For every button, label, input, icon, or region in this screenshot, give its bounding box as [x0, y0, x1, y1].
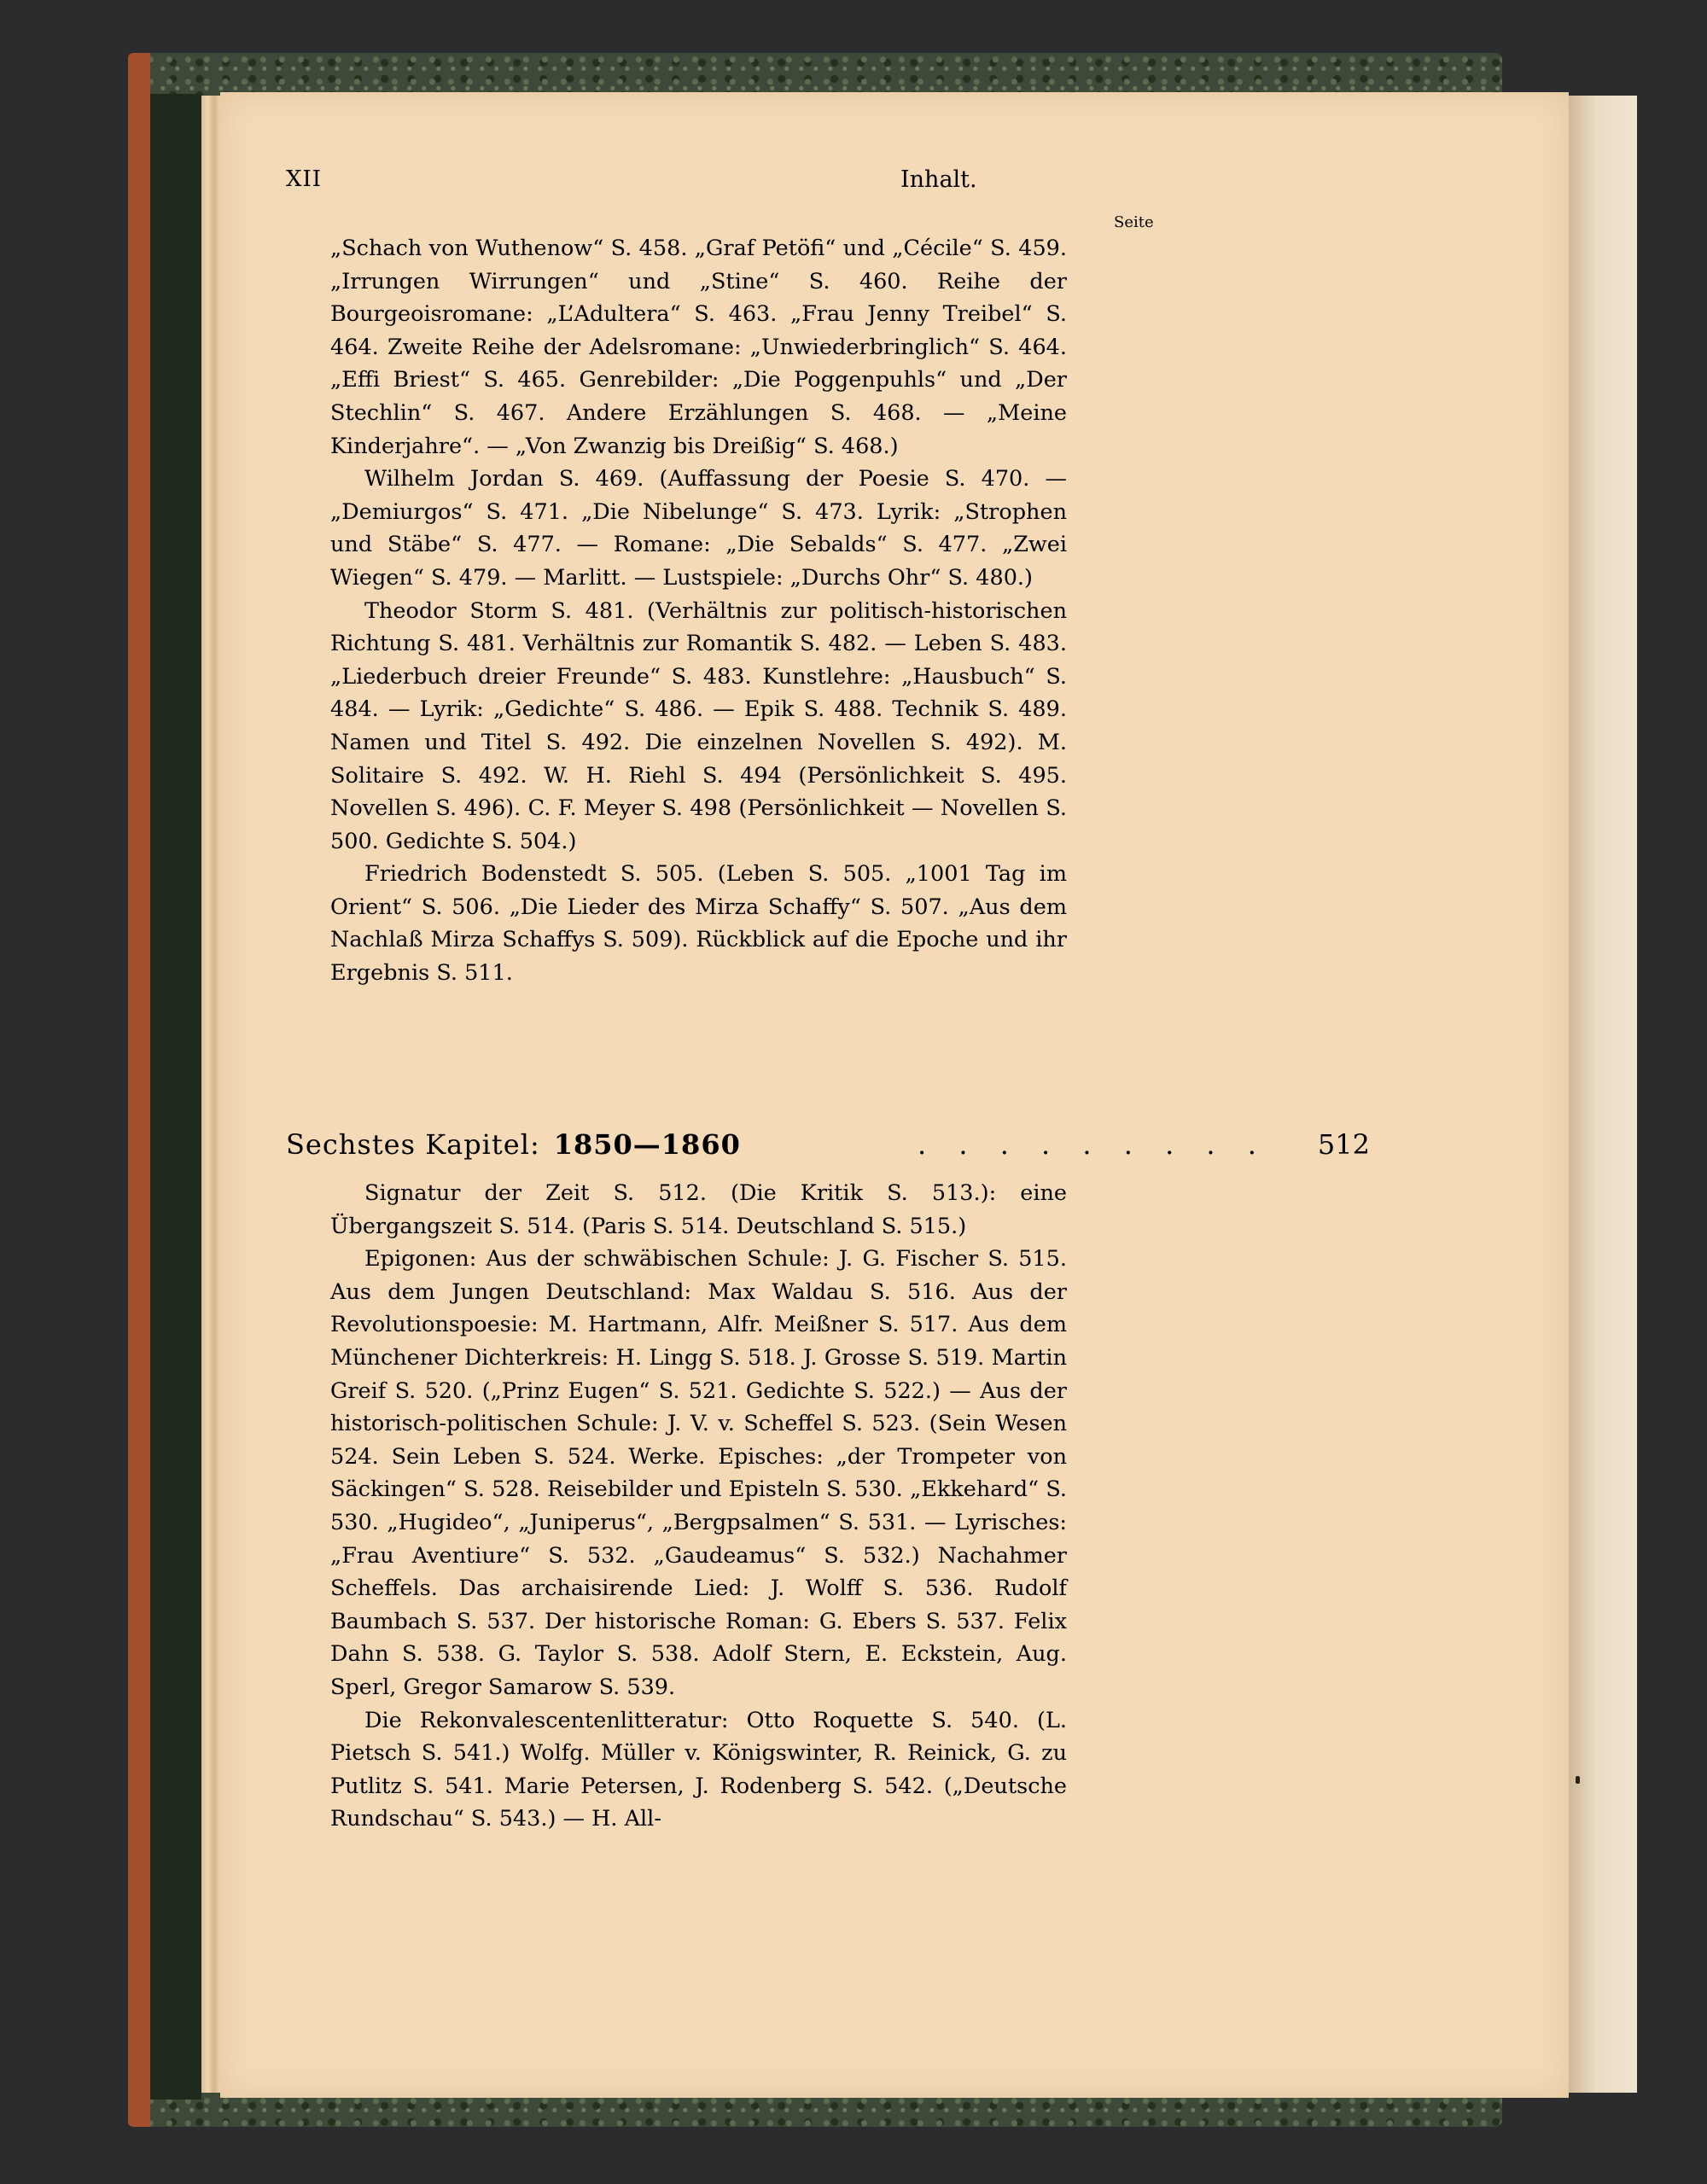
toc-paragraph: Theodor Storm S. 481. (Verhältnis zur politisch-historischen Richtung S. 481. Verhältnis zur Romantik S. 482. — Leben S. 483. „Liederbuch dreier Freunde“ S. 483. Kunstlehre: „Hausbuch“ S. 484. — Lyrik: „Gedichte“ S. 486. — Epik S. 488. Technik S. 489. Namen und Titel S. 492. Die einzelnen Novellen S. 492). M. Solitaire S. 492. W. H. Riehl S. 494 (Persönlichkeit S. 495. Novellen S. 496). C. F. Meyer S. 498 (Persönlichkeit — Novellen S. 500. Gedichte S. 504.)	[330, 597, 1067, 854]
toc-paragraph: Epigonen: Aus der schwäbischen Schule: J. G. Fischer S. 515. Aus dem Jungen Deutschland: Max Waldau S. 516. Aus der Revolutionspoesie: M. Hartmann, Alfr. Meißner S. 517. Aus dem Münchener Dichterkreis: H. Lingg S. 518. J. Grosse S. 519. Martin Greif S. 520. („Prinz Eugen“ S. 521. Gedichte S. 522.) — Aus der historisch-politischen Schule: J. V. v. Scheffel S. 523. (Sein Wesen 524. Sein Leben S. 524. Werke. Episches: „der Trompeter von Säckingen“ S. 528. Reisebilder und Episteln S. 530. „Ekkehard“ S. 530. „Hugideo“, „Juniperus“, „Bergpsalmen“ S. 531. — Lyrisches: „Frau Aventiure“ S. 532. „Gaudeamus“ S. 532.) Nachahmer Scheffels. Das archaisirende Lied: J. Wolff S. 536. Rudolf Baumbach S. 537. Der historische Roman: G. Ebers S. 537. Felix Dahn S. 538. G. Taylor S. 538. Adolf Stern, E. Eckstein, Aug. Sperl, Gregor Samarow S. 539.	[330, 1246, 1067, 1700]
toc-paragraph: Signatur der Zeit S. 512. (Die Kritik S. 513.): eine Übergangszeit S. 514. (Paris S. 514. Deutschland S. 515.)	[330, 1180, 1067, 1239]
page-number: XII	[286, 166, 323, 192]
facing-page-edge	[1569, 96, 1637, 2093]
chapter-title	[286, 1128, 741, 1161]
chapter-years: 1850—1860	[553, 1128, 741, 1161]
binding-strip	[150, 94, 201, 2100]
page-stack-left	[201, 96, 220, 2093]
running-title: Inhalt.	[900, 166, 977, 193]
cover-edge	[128, 53, 150, 2127]
toc-paragraph: „Schach von Wuthenow“ S. 458. „Graf Petöfi“ und „Cécile“ S. 459. „Irrungen Wirrungen“ und „Stine“ S. 460. Reihe der Bourgeoisromane: „L’Adultera“ S. 463. „Frau Jenny Treibel“ S. 464. Zweite Reihe der Adelsromane: „Unwiederbringlich“ S. 464. „Effi Briest“ S. 465. Genrebilder: „Die Poggenpuhls“ und „Der Stechlin“ S. 467. Andere Erzählungen S. 468. — „Meine Kinderjahre“. — „Von Zwanzig bis Dreißig“ S. 468.)	[330, 236, 1067, 459]
toc-paragraph: Wilhelm Jordan S. 469. (Auffassung der Poesie S. 470. — „Demiurgos“ S. 471. „Die Nibelunge“ S. 473. Lyrik: „Strophen und Stäbe“ S. 477. — Romane: „Die Sebalds“ S. 477. „Zwei Wiegen“ S. 479. — Marlitt. — Lustspiele: „Durchs Ohr“ S. 480.)	[330, 466, 1067, 591]
chapter-label: Sechstes Kapitel:	[286, 1128, 540, 1161]
ink-mark	[1576, 1776, 1580, 1784]
toc-paragraph: Die Rekonvalescentenlitteratur: Otto Roquette S. 540. (L. Pietsch S. 541.) Wolfg. Müller v. Königswinter, R. Reinick, G. zu Putlitz S. 541. Marie Petersen, J. Rodenberg S. 542. („Deutsche Rundschau“ S. 543.) — H. All-	[330, 1707, 1067, 1832]
toc-section-a	[330, 232, 1067, 990]
column-label: Seite	[1114, 213, 1154, 231]
leader-dots: . . . . . . . . .	[918, 1128, 1268, 1161]
chapter-page-number: 512	[1317, 1128, 1370, 1161]
toc-section-b	[330, 1177, 1067, 1836]
chapter-heading[interactable]	[286, 1128, 1370, 1166]
toc-paragraph: Friedrich Bodenstedt S. 505. (Leben S. 505. „1001 Tag im Orient“ S. 506. „Die Lieder des Mirza Schaffy“ S. 507. „Aus dem Nachlaß Mirza Schaffys S. 509). Rückblick auf die Epoche und ihr Ergebnis S. 511.	[330, 861, 1067, 987]
